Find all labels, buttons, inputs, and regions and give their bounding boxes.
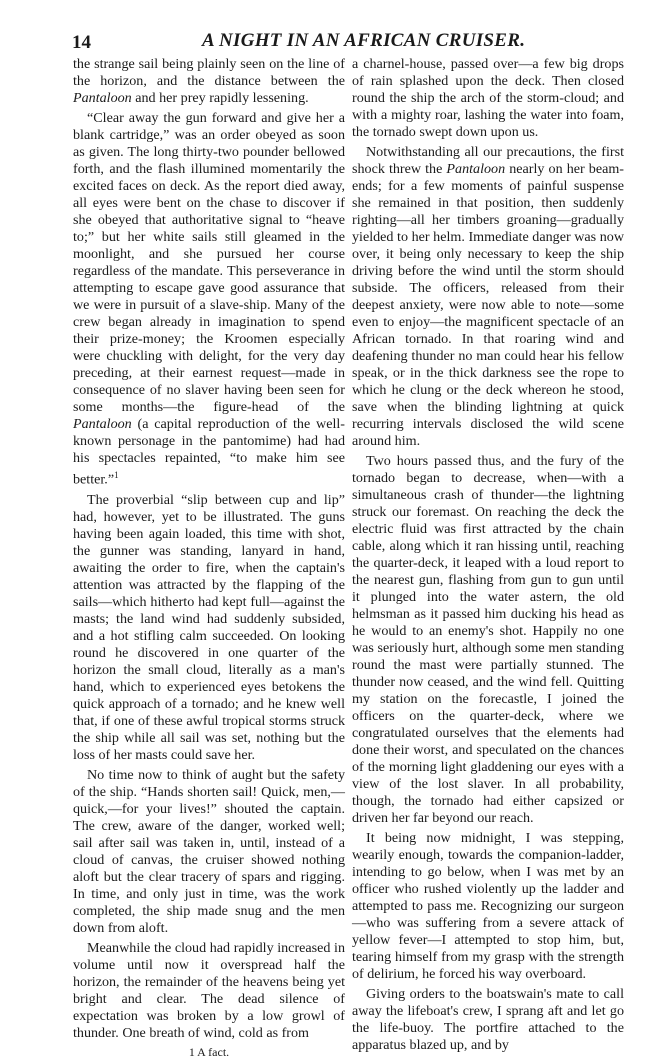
paragraph: It being now midnight, I was stepping, wearily enough, towards the companion-ladder, intending to go below, when I was met by an officer who rushed violently up the ladder and attempted to pass me. Recognizing our surgeon—who was suffering from a severe attack of yellow fever—I attempted to stop him, but, tearing himself from my grasp with the strength of delirium, he forced his way overboard.	[352, 830, 624, 982]
page-number: 14	[72, 32, 91, 53]
paragraph: Notwithstanding all our precautions, the first shock threw the Pantaloon nearly on her beam-ends; for a few moments of painful suspense she remained in that position, then suddenly righting—all her timbers groaning—gradually yielded to her helm. Immediate danger was now over, it being only necessary to keep the ship driving before the wind until the storm should subside. The officers, released from their deepest anxiety, were now able to note—some even to enjoy—the magnificent spectacle of an African tornado. In that roaring wind and deafening thunder no man could hear his fellow speak, or in the thick darkness see the rope to which he clung or the deck whereon he stood, save when the blinding lightning at quick recurring intervals disclosed the wild scene around him.	[352, 144, 624, 449]
page-header	[72, 28, 630, 56]
footnote: 1 A fact.	[188, 1044, 230, 1059]
ship-name: Pantaloon	[73, 90, 132, 106]
ship-name: Pantaloon	[73, 416, 132, 432]
right-column	[352, 56, 624, 1054]
paragraph: No time now to think of aught but the safety of the ship. “Hands shorten sail! Quick, men,—quick,—for your lives!” shouted the captain. The crew, aware of the danger, worked well; sail after sail was taken in, until, instead of a cloud of canvas, the cruiser showed nothing aloft but the clear tracery of spars and rigging. In time, and only just in time, was the work completed, the ship made snug and the men down from aloft.	[73, 766, 345, 936]
paragraph: The proverbial “slip between cup and lip” had, however, yet to be illustrated. The guns having been again loaded, this time with shot, the gunner was standing, lanyard in hand, awaiting the order to fire, when the captain's attention was attracted by the flapping of the sails—which hitherto had kept full—against the masts; the land wind had suddenly subsided, and a hot stifling calm succeeded. On looking round he discovered in one quarter of the horizon the small cloud, literally as a man's hand, which to experienced eyes betokens the quick approach of a tornado; and he knew well that, if one of these awful tropical storms struck the ship while all sail was set, nothing but the loss of her masts could save her.	[73, 491, 345, 763]
paragraph: Meanwhile the cloud had rapidly increased in volume until now it overspread half the horizon, the remainder of the heavens being yet bright and clear. The dead silence of expectation was broken by a low growl of thunder. One breath of wind, cold as from	[73, 939, 345, 1041]
paragraph: “Clear away the gun forward and give her a blank cartridge,” was an order obeyed as soon as given. The long thirty-two pounder bellowed forth, and the flash illumined momentarily the excited faces on deck. As the report died away, all eyes were bent on the chase to discover if she obeyed that authoritative signal to “heave to;” but her white sails still gleamed in the moonlight, and she pursued her course regardless of the mandate. This perseverance in attempting to escape gave good assurance that we were in pursuit of a slave-ship. Many of the crew began already in imagination to spend their prize-money; the Kroomen especially were chuckling with delight, for the very day preceding, at their earnest request—made in consequence of no slaver having been seen for some months—the figure-head of the Pantaloon (a capital reproduction of the well-known personage in the pantomime) had had his spectacles repainted, “to make him see better.”$^1$	[73, 110, 345, 488]
paragraph: Two hours passed thus, and the fury of the tornado began to decrease, when—with a simultaneous crash of thunder—the lightning struck our foremast. On reaching the deck the electric fluid was first attracted by the chain cable, along which it ran hissing until, reaching the quarter-deck, it leaped with a loud report to the nearest gun, flashing from gun to gun until it plunged into the water astern, the old helmsman as it passed him ducking his head as he would to an enemy's shot. Happily no one was seriously hurt, although some men standing round the mast were partially stunned. The thunder now ceased, and the wind fell. Quitting my station on the forecastle, I joined the officers on the quarter-deck, where we congratulated ourselves that the elements had done their worst, and speculated on the chances of the morning light gladdening our eyes with a view of the lost slaver. In all probability, though, the tornado had either capsized or driven her far beyond our reach.	[352, 453, 624, 826]
running-title: A NIGHT IN AN AFRICAN CRUISER.	[202, 30, 526, 51]
ship-name: Pantaloon	[446, 161, 506, 177]
left-column	[73, 56, 345, 1059]
footnote-ref: 1	[114, 470, 119, 480]
paragraph: Giving orders to the boatswain's mate to call away the lifeboat's crew, I sprang aft and let go the life-buoy. The portfire attached to the apparatus blazed up, and by	[352, 986, 624, 1053]
paragraph: a charnel-house, passed over—a few big drops of rain splashed upon the deck. Then closed round the ship the arch of the storm-cloud; and with a mighty roar, lashing the water into foam, the tornado swept down upon us.	[352, 56, 624, 140]
paragraph: the strange sail being plainly seen on the line of the horizon, and the distance between the Pantaloon and her prey rapidly lessening.	[73, 56, 345, 106]
